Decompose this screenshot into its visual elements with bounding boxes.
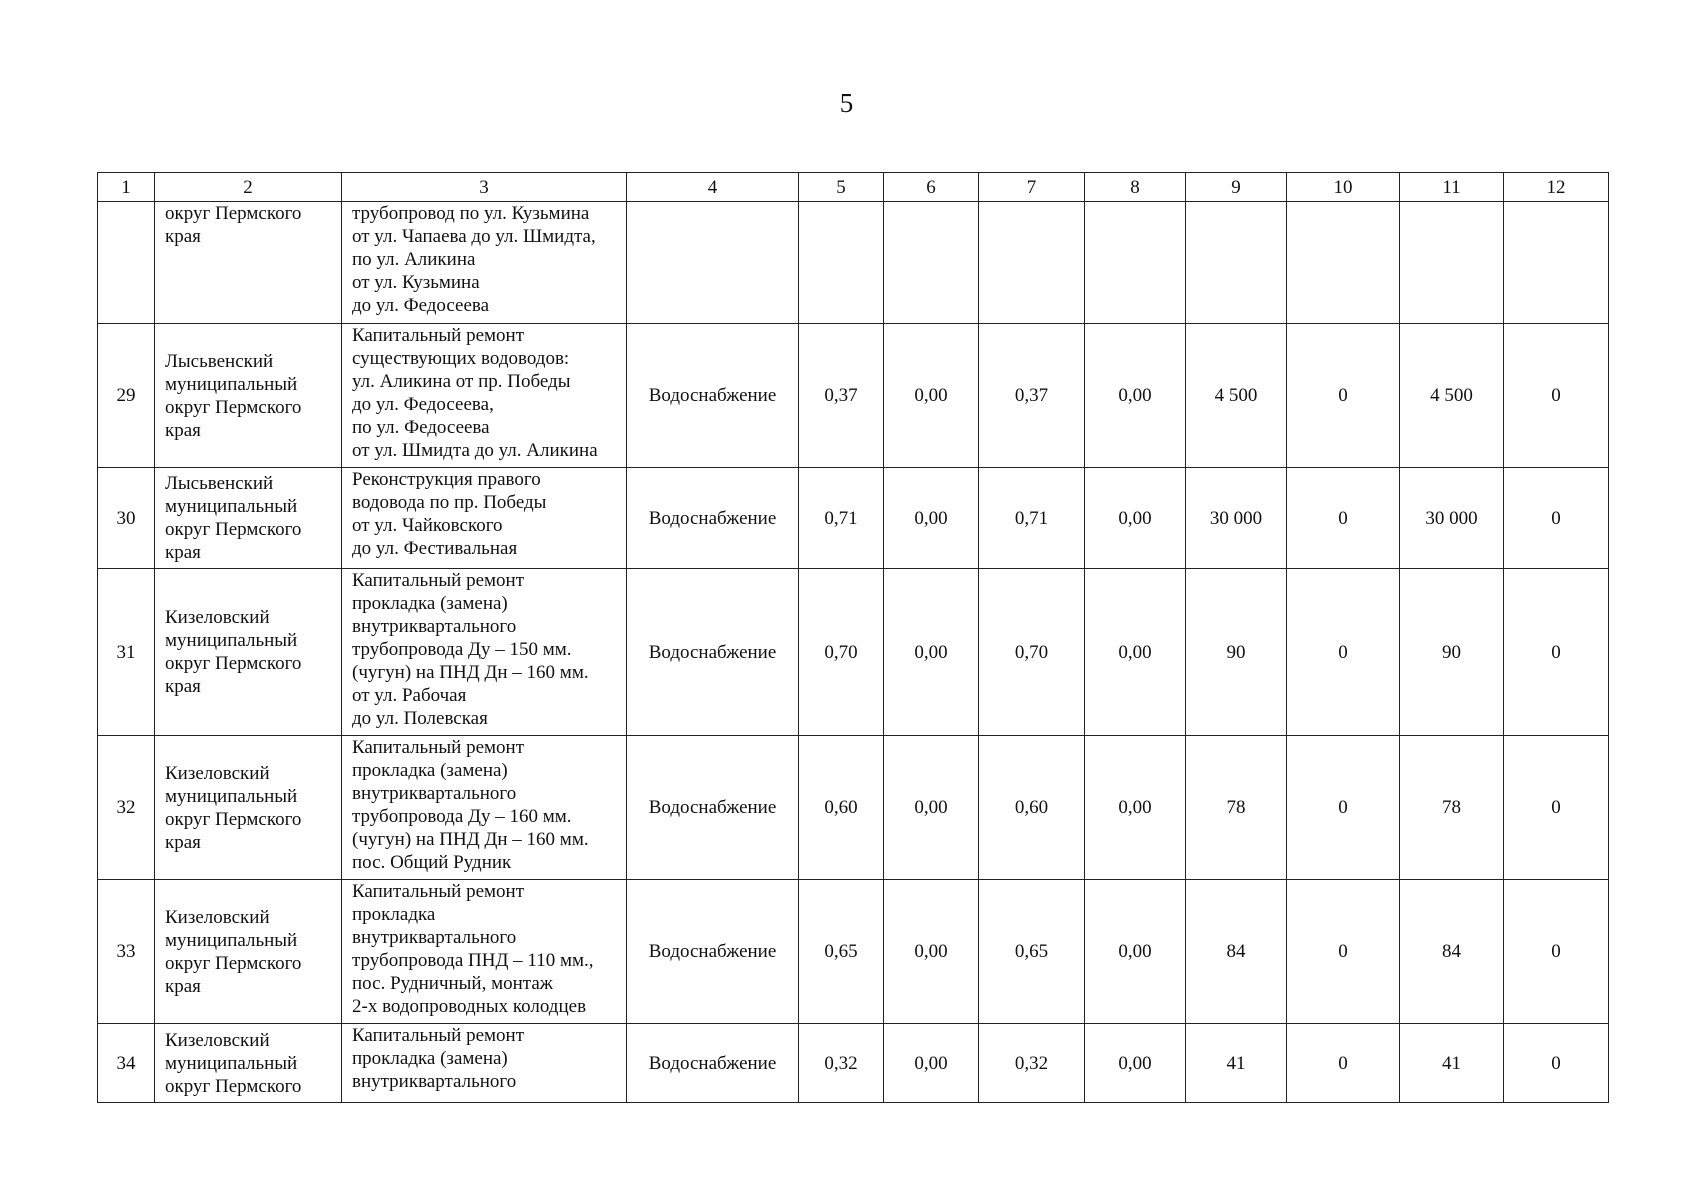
service-type-cell: Водоснабжение [627,1024,799,1103]
object-line: Капитальный ремонт [352,881,525,902]
value-cell: 0 [1504,880,1609,1024]
object-description-cell [342,1024,627,1103]
value-cell: 0,00 [884,736,979,880]
value-cell: 84 [1400,880,1504,1024]
object-line: до ул. Федосеева, [352,394,494,415]
object-line: Реконструкция правого [352,469,541,490]
object-description-cell [342,569,627,736]
page-number: 5 [839,88,854,118]
row-number-cell: 30 [98,468,155,569]
value-cell: 0,00 [1085,880,1186,1024]
value-cell: 0,00 [1085,324,1186,468]
object-line: до ул. Фестивальная [352,538,518,559]
value-cell: 78 [1400,736,1504,880]
district-line: округ Пермского [165,1075,302,1097]
district-line: муниципальный [165,630,298,651]
value-cell: 0 [1504,1024,1609,1103]
value-cell [799,202,884,324]
value-cell: 0,00 [884,1024,979,1103]
object-line: трубопровод по ул. Кузьмина [352,203,590,224]
value-cell: 30 000 [1186,468,1287,569]
object-line: внутриквартального [352,616,517,637]
object-description-cell [342,324,627,468]
district-line: края [165,975,201,997]
object-line: существующих водоводов: [352,348,570,369]
value-cell: 0,60 [799,736,884,880]
object-line: от ул. Шмидта до ул. Аликина [352,440,598,461]
value-cell: 41 [1186,1024,1287,1103]
row-number-cell [98,202,155,324]
district-line: округ Пермского [165,952,302,974]
value-cell: 0 [1287,468,1400,569]
district-cell [155,202,342,324]
value-cell: 0 [1504,736,1609,880]
row-number-cell: 31 [98,569,155,736]
value-cell: 90 [1186,569,1287,736]
value-cell: 0,00 [1085,569,1186,736]
object-line: водовода по пр. Победы [352,492,547,513]
table-row [98,1024,1609,1103]
object-line: пос. Общий Рудник [352,852,512,873]
value-cell [1400,202,1504,324]
header-row [98,173,1609,202]
value-cell: 0,00 [884,324,979,468]
column-header: 5 [799,173,884,202]
value-cell [1085,202,1186,324]
object-line: по ул. Федосеева [352,417,490,438]
object-line: внутриквартального [352,1071,517,1092]
district-line: муниципальный [165,785,298,807]
table-row [98,569,1609,736]
object-line: Капитальный ремонт [352,570,525,591]
object-line: внутриквартального [352,783,517,804]
district-line: муниципальный [165,929,298,951]
value-cell: 0,00 [884,569,979,736]
district-line: Кизеловский [165,607,270,628]
object-line: трубопровода Ду – 160 мм. [352,806,572,827]
value-cell: 0,00 [1085,736,1186,880]
value-cell: 0 [1287,1024,1400,1103]
service-type-cell: Водоснабжение [627,468,799,569]
value-cell [1504,202,1609,324]
object-line: трубопровода Ду – 150 мм. [352,639,572,660]
column-header: 10 [1287,173,1400,202]
value-cell: 0,32 [799,1024,884,1103]
value-cell [1287,202,1400,324]
object-line: до ул. Федосеева [352,295,490,316]
value-cell [1186,202,1287,324]
value-cell: 0 [1287,880,1400,1024]
row-number-cell: 32 [98,736,155,880]
value-cell: 0 [1287,324,1400,468]
object-line: прокладка (замена) [352,593,508,614]
object-line: от ул. Чапаева до ул. Шмидта, [352,226,596,247]
service-type-cell: Водоснабжение [627,880,799,1024]
object-line: пос. Рудничный, монтаж [352,973,553,994]
service-type-cell: Водоснабжение [627,324,799,468]
district-cell [155,1024,342,1103]
object-description-cell [342,202,627,324]
object-line: от ул. Кузьмина [352,272,480,293]
column-header: 7 [979,173,1085,202]
district-line: края [165,831,201,853]
value-cell: 41 [1400,1024,1504,1103]
value-cell: 0,71 [799,468,884,569]
object-description-cell [342,736,627,880]
row-number-cell: 33 [98,880,155,1024]
value-cell: 4 500 [1186,324,1287,468]
data-table [97,172,1609,1103]
value-cell: 0,00 [1085,468,1186,569]
table-row [98,324,1609,468]
table-row [98,736,1609,880]
district-line: округ Пермского [165,203,302,224]
district-line: округ Пермского [165,396,302,418]
district-line: края [165,226,201,247]
district-line: края [165,542,201,563]
object-line: по ул. Аликина [352,249,476,270]
value-cell: 4 500 [1400,324,1504,468]
column-header: 2 [155,173,342,202]
table-row [98,880,1609,1024]
value-cell: 0 [1287,569,1400,736]
value-cell: 0,65 [799,880,884,1024]
value-cell: 0,65 [979,880,1085,1024]
service-type-cell: Водоснабжение [627,569,799,736]
value-cell: 0,37 [979,324,1085,468]
object-line: Капитальный ремонт [352,325,525,346]
object-line: от ул. Чайковского [352,515,503,536]
object-description-cell [342,468,627,569]
value-cell: 0 [1504,468,1609,569]
district-cell [155,880,342,1024]
value-cell: 0,71 [979,468,1085,569]
district-cell [155,468,342,569]
value-cell: 0,00 [1085,1024,1186,1103]
table-row [98,202,1609,324]
object-description-cell [342,880,627,1024]
object-line: внутриквартального [352,927,517,948]
object-line: прокладка (замена) [352,760,508,781]
object-line: трубопровода ПНД – 110 мм., [352,950,594,971]
district-line: округ Пермского [165,519,302,540]
district-line: округ Пермского [165,808,302,830]
column-header: 1 [98,173,155,202]
district-line: Кизеловский [165,1029,270,1051]
value-cell: 0 [1504,324,1609,468]
value-cell: 0,00 [884,468,979,569]
row-number-cell: 29 [98,324,155,468]
table-header [98,173,1609,202]
object-line: 2-х водопроводных колодцев [352,996,587,1017]
value-cell: 0,32 [979,1024,1085,1103]
value-cell: 84 [1186,880,1287,1024]
value-cell: 0,37 [799,324,884,468]
district-line: Лысьвенский [165,350,274,372]
column-header: 4 [627,173,799,202]
value-cell: 0,70 [799,569,884,736]
column-header: 6 [884,173,979,202]
district-line: округ Пермского [165,653,302,674]
object-line: прокладка [352,904,436,925]
object-line: от ул. Рабочая [352,685,467,706]
district-line: Кизеловский [165,906,270,928]
value-cell: 78 [1186,736,1287,880]
value-cell: 0,00 [884,880,979,1024]
district-line: муниципальный [165,496,298,517]
object-line: (чугун) на ПНД Дн – 160 мм. [352,829,589,850]
object-line: прокладка (замена) [352,1048,508,1069]
value-cell: 0,60 [979,736,1085,880]
object-line: (чугун) на ПНД Дн – 160 мм. [352,662,589,683]
district-line: Лысьвенский [165,473,274,494]
column-header: 9 [1186,173,1287,202]
district-cell [155,736,342,880]
value-cell: 0 [1287,736,1400,880]
district-line: края [165,676,201,697]
column-header: 3 [342,173,627,202]
row-number-cell: 34 [98,1024,155,1103]
value-cell: 30 000 [1400,468,1504,569]
value-cell: 90 [1400,569,1504,736]
district-cell [155,324,342,468]
column-header: 11 [1400,173,1504,202]
column-header: 12 [1504,173,1609,202]
object-line: Капитальный ремонт [352,1025,525,1046]
service-type-cell [627,202,799,324]
object-line: ул. Аликина от пр. Победы [352,371,571,392]
table-body [98,202,1609,1103]
district-line: края [165,419,201,441]
service-type-cell: Водоснабжение [627,736,799,880]
value-cell: 0,70 [979,569,1085,736]
value-cell [884,202,979,324]
district-line: Кизеловский [165,762,270,784]
district-line: муниципальный [165,1052,298,1074]
district-cell [155,569,342,736]
object-line: Капитальный ремонт [352,737,525,758]
column-header: 8 [1085,173,1186,202]
district-line: муниципальный [165,373,298,395]
table-row [98,468,1609,569]
value-cell [979,202,1085,324]
object-line: до ул. Полевская [352,708,488,729]
value-cell: 0 [1504,569,1609,736]
